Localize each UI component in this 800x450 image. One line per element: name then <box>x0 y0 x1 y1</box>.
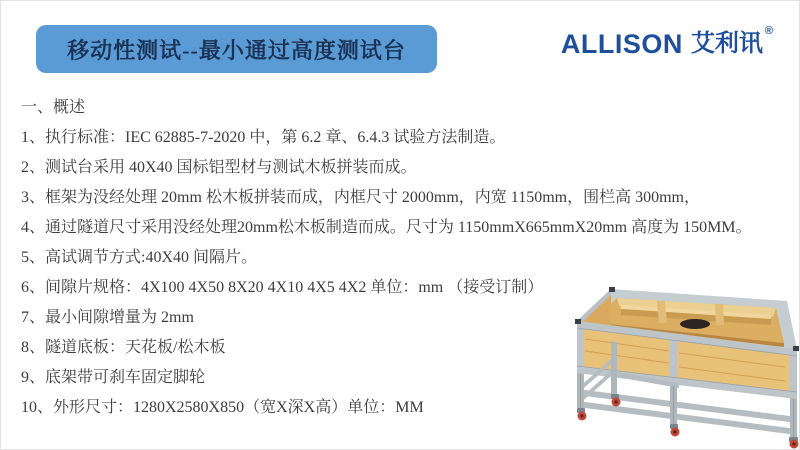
section-heading: 一、概述 <box>21 99 86 116</box>
list-item: 2、测试台采用 40X40 国标铝型材与测试木板拼装而成。 <box>21 159 417 176</box>
list-item: 5、高试调节方式:40X40 间隔片。 <box>21 249 258 266</box>
caster-wheels <box>577 394 799 449</box>
logo-text-cn: 艾利讯 <box>690 30 763 57</box>
test-bench-photo <box>557 277 800 449</box>
registered-trademark-icon: ® <box>764 25 773 37</box>
list-item: 9、底架带可刹车固定脚轮 <box>21 369 206 386</box>
title-banner <box>36 25 437 73</box>
list-item: 1、执行标准：IEC 62885-7-2020 中，第 6.2 章、6.4.3 试验方法制造。 <box>21 129 506 146</box>
list-item: 4、通过隧道尺寸采用没经处理20mm松木板制造而成。尺寸为 1150mmX665mmX20mm 高度为 150MM。 <box>21 219 752 236</box>
list-item: 7、最小间隙增量为 2mm <box>21 309 194 326</box>
page-title: 移动性测试--最小通过高度测试台 <box>67 37 406 63</box>
logo-text-en: ALLISON <box>560 29 683 59</box>
list-item: 6、间隙片规格：4X100 4X50 8X20 4X10 4X5 4X2 单位：mm （接受订制） <box>21 279 544 296</box>
product-photo <box>557 277 800 449</box>
list-item: 3、框架为没经处理 20mm 松木板拼装而成，内框尺寸 2000mm，内宽 1150mm，围栏高 300mm， <box>21 189 700 206</box>
list-item: 10、外形尺寸：1280X2580X850（宽X深X高）单位：MM <box>21 399 424 416</box>
list-item: 8、隧道底板：天花板/松木板 <box>21 339 226 356</box>
allison-logo <box>560 25 773 59</box>
